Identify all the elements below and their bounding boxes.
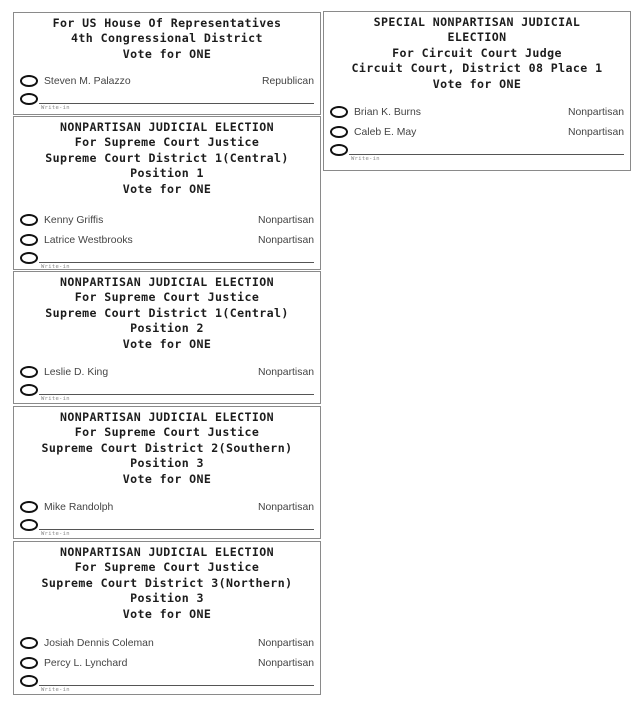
- candidate-party: Nonpartisan: [257, 657, 314, 669]
- header-line: Vote for ONE: [122, 46, 212, 61]
- write-in-line[interactable]: [39, 262, 314, 263]
- header-line: Supreme Court District 3(Northern): [41, 575, 293, 590]
- header-line: Supreme Court District 1(Central): [45, 305, 289, 320]
- candidate-name: Leslie D. King: [44, 366, 109, 378]
- candidate-party: Republican: [262, 75, 314, 87]
- header-line: Vote for ONE: [122, 336, 212, 351]
- candidate-row[interactable]: [14, 633, 320, 653]
- contest-circuit-court-judge: [323, 11, 631, 171]
- candidate-party: Nonpartisan: [257, 366, 314, 378]
- write-in-oval[interactable]: [20, 93, 38, 105]
- header-line: ELECTION: [447, 30, 507, 45]
- candidate-name: Steven M. Palazzo: [44, 75, 131, 87]
- write-in-oval[interactable]: [20, 384, 38, 396]
- write-in-label: Write-in: [41, 396, 70, 403]
- header-line: For Circuit Court Judge: [392, 45, 562, 60]
- write-in-label: Write-in: [41, 531, 70, 538]
- candidate-name: Caleb E. May: [354, 126, 417, 138]
- vote-oval[interactable]: [330, 106, 348, 118]
- header-line: For Supreme Court Justice: [74, 135, 260, 150]
- header-line: Supreme Court District 1(Central): [45, 150, 289, 165]
- header-line: NONPARTISAN JUDICIAL ELECTION: [59, 545, 275, 559]
- vote-oval[interactable]: [20, 234, 38, 246]
- header-line: 4th Congressional District: [71, 31, 263, 46]
- write-in-row[interactable]: [14, 517, 320, 538]
- candidate-name: Percy L. Lynchard: [44, 657, 128, 669]
- header-line: Vote for ONE: [122, 606, 212, 621]
- candidate-row[interactable]: [14, 230, 320, 250]
- candidate-party: Nonpartisan: [567, 106, 624, 118]
- contest-supreme-district-3-position-3: [13, 541, 321, 695]
- write-in-row[interactable]: [324, 142, 630, 163]
- write-in-oval[interactable]: [20, 675, 38, 687]
- candidate-party: Nonpartisan: [257, 501, 314, 513]
- write-in-row[interactable]: [14, 250, 320, 271]
- vote-oval[interactable]: [20, 637, 38, 649]
- write-in-label: Write-in: [41, 687, 70, 694]
- write-in-label: Write-in: [41, 264, 70, 271]
- contest-header: [324, 12, 630, 92]
- write-in-row[interactable]: [14, 91, 320, 112]
- header-line: NONPARTISAN JUDICIAL ELECTION: [59, 120, 275, 134]
- header-line: For US House Of Representatives: [52, 16, 282, 30]
- vote-oval[interactable]: [20, 75, 38, 87]
- header-line: For Supreme Court Justice: [74, 560, 260, 575]
- candidate-row[interactable]: [324, 102, 630, 122]
- header-line: Position 3: [130, 591, 204, 606]
- header-line: Position 3: [130, 456, 204, 471]
- candidate-row[interactable]: [14, 653, 320, 673]
- candidate-name: Kenny Griffis: [44, 214, 104, 226]
- candidate-party: Nonpartisan: [257, 637, 314, 649]
- write-in-row[interactable]: [14, 673, 320, 694]
- candidate-party: Nonpartisan: [257, 214, 314, 226]
- vote-oval[interactable]: [20, 501, 38, 513]
- write-in-line[interactable]: [39, 529, 314, 530]
- header-line: Vote for ONE: [432, 76, 522, 91]
- header-line: Position 2: [130, 321, 204, 336]
- write-in-oval[interactable]: [20, 252, 38, 264]
- vote-oval[interactable]: [20, 214, 38, 226]
- contest-supreme-district-1-position-2: [13, 271, 321, 404]
- write-in-label: Write-in: [351, 156, 380, 163]
- candidate-row[interactable]: [14, 71, 320, 91]
- header-line: Vote for ONE: [122, 471, 212, 486]
- header-line: SPECIAL NONPARTISAN JUDICIAL: [373, 15, 581, 29]
- contest-supreme-district-2-position-3: [13, 406, 321, 539]
- header-line: For Supreme Court Justice: [74, 290, 260, 305]
- header-line: Circuit Court, District 08 Place 1: [351, 61, 603, 76]
- write-in-line[interactable]: [39, 103, 314, 104]
- candidate-row[interactable]: [14, 497, 320, 517]
- candidate-party: Nonpartisan: [257, 234, 314, 246]
- header-line: NONPARTISAN JUDICIAL ELECTION: [59, 275, 275, 289]
- header-line: NONPARTISAN JUDICIAL ELECTION: [59, 410, 275, 424]
- candidate-name: Josiah Dennis Coleman: [44, 637, 154, 649]
- contest-header: [14, 542, 320, 622]
- header-line: Vote for ONE: [122, 181, 212, 196]
- write-in-line[interactable]: [39, 685, 314, 686]
- vote-oval[interactable]: [20, 657, 38, 669]
- candidate-name: Brian K. Burns: [354, 106, 421, 118]
- contest-header: [14, 13, 320, 62]
- header-line: For Supreme Court Justice: [74, 425, 260, 440]
- contest-header: [14, 117, 320, 197]
- candidate-row[interactable]: [14, 210, 320, 230]
- write-in-oval[interactable]: [330, 144, 348, 156]
- candidate-name: Latrice Westbrooks: [44, 234, 133, 246]
- contest-header: [14, 272, 320, 352]
- header-line: Position 1: [130, 166, 204, 181]
- header-line: Supreme Court District 2(Southern): [41, 440, 293, 455]
- write-in-line[interactable]: [39, 394, 314, 395]
- candidate-name: Mike Randolph: [44, 501, 114, 513]
- write-in-line[interactable]: [349, 154, 624, 155]
- vote-oval[interactable]: [20, 366, 38, 378]
- candidate-row[interactable]: [324, 122, 630, 142]
- vote-oval[interactable]: [330, 126, 348, 138]
- candidate-row[interactable]: [14, 362, 320, 382]
- write-in-row[interactable]: [14, 382, 320, 403]
- contest-us-house: [13, 12, 321, 115]
- contest-supreme-district-1-position-1: [13, 116, 321, 270]
- write-in-label: Write-in: [41, 105, 70, 112]
- candidate-party: Nonpartisan: [567, 126, 624, 138]
- write-in-oval[interactable]: [20, 519, 38, 531]
- contest-header: [14, 407, 320, 487]
